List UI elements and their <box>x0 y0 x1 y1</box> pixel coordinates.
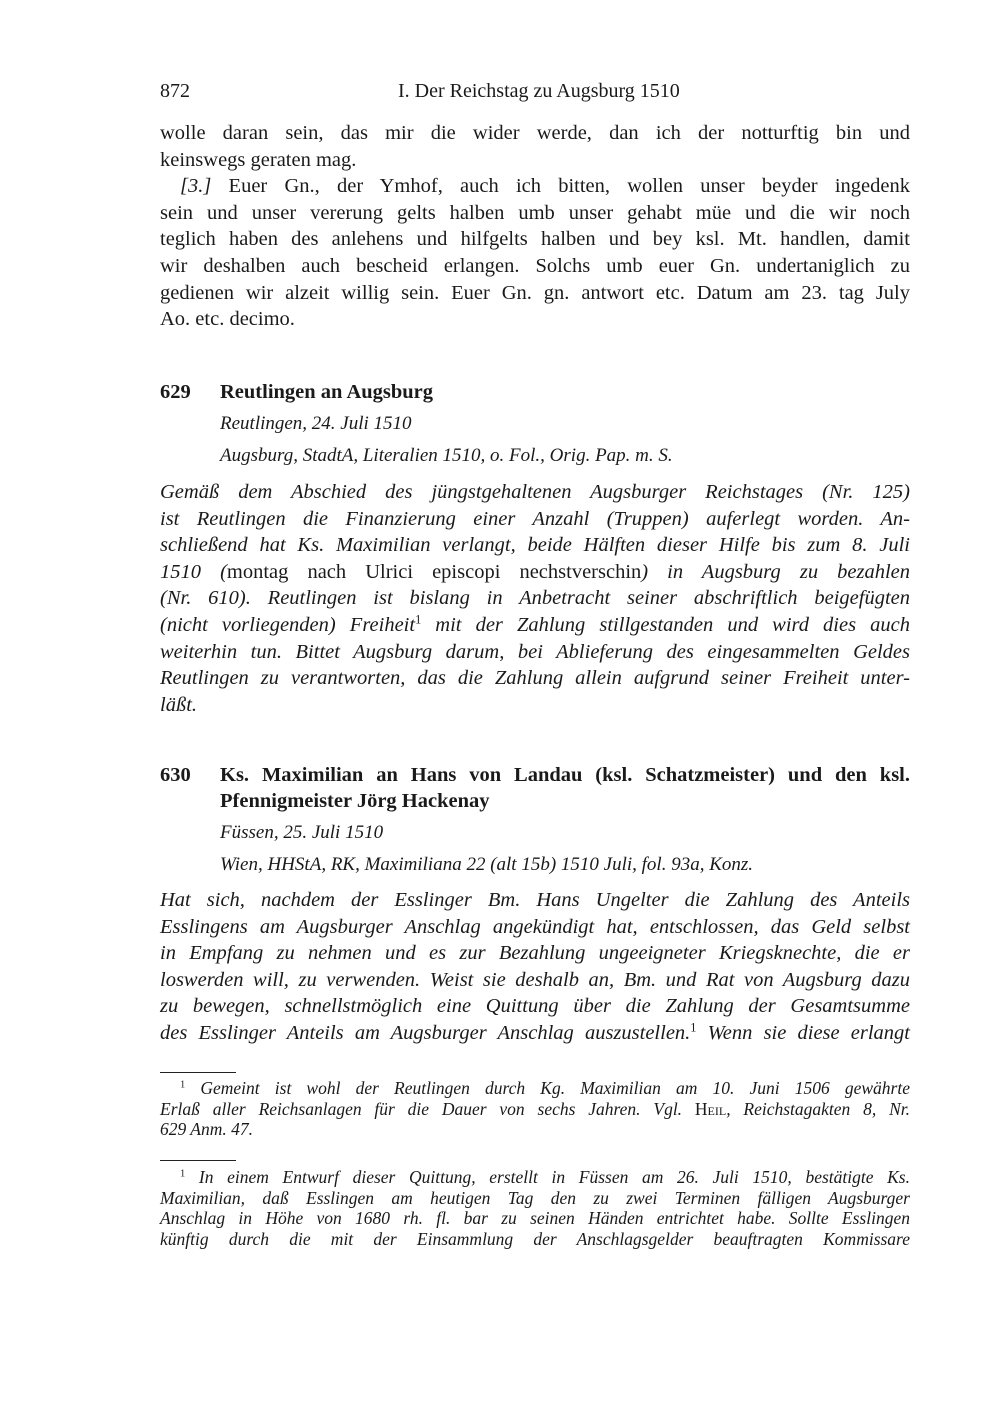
footnote-marker: 1 <box>415 612 422 627</box>
document-number: 629 <box>160 381 191 403</box>
text-segment: 1510 ( <box>160 560 227 583</box>
text-line: Reutlingen an Augsburg <box>220 381 434 403</box>
text-line <box>160 173 910 200</box>
text-line: Ao. etc. decimo. <box>160 308 295 331</box>
section-629-heading <box>160 379 910 405</box>
text-line: wolle daran sein, das mir die wider werde, dan ich der notturftig bin und <box>160 122 910 144</box>
text-line: ist Reutlingen die Finanzierung einer Anzahl (Truppen) auferlegt worden. An- <box>160 507 910 530</box>
text-segment: Gemeint ist wohl der Reutlingen durch Kg. Maximilian am 10. Juni 1506 gewährte <box>185 1078 910 1098</box>
footnote-marker: 1 <box>180 1168 186 1180</box>
text-line: wir deshalben auch bescheid erlangen. Solchs umb euer Gn. undertaniglich zu <box>160 254 910 277</box>
text-line: 629 Anm. 47. <box>160 1119 254 1139</box>
text-line: gedienen wir alzeit willig sein. Euer Gn. gn. antwort etc. Datum am 23. tag July <box>160 281 910 304</box>
text-segment: (nicht vorliegenden) Freiheit <box>160 613 416 636</box>
text-line: (Nr. 610). Reutlingen ist bislang in Anbetracht seiner abschriftlich beigefügten <box>160 587 910 610</box>
text-line: schließend hat Ks. Maximilian verlangt, beide Hälften dieser Hilfe bis zum 8. Juli <box>160 534 910 557</box>
intro-paragraph <box>160 120 910 333</box>
text-line: Reutlingen zu verantworten, das die Zahlung allein aufgrund seiner Freiheit unter- <box>160 667 910 690</box>
text-line: teglich haben des anlehens und hilfgelts halben und bey ksl. Mt. handlen, damit <box>160 228 910 251</box>
text-line: Pfennigmeister Jörg Hackenay <box>220 790 490 812</box>
page-number: 872 <box>160 80 190 102</box>
place-date: Füssen, 25. Juli 1510 <box>220 822 384 843</box>
archive-source: Wien, HHStA, RK, Maximiliana 22 (alt 15b) 1510 Juli, fol. 93a, Konz. <box>220 854 754 875</box>
text-line: künftig durch die mit der Einsammlung der Anschlagsgelder beauftragten Kommissare <box>160 1228 910 1249</box>
text-segment: Euer Gn., der Ymhof, auch ich bitten, wollen unser beyder ingedenk <box>211 175 910 198</box>
text-line <box>160 1020 910 1047</box>
section-630-heading <box>160 762 910 814</box>
text-line <box>160 1099 910 1120</box>
text-line: Ks. Maximilian an Hans von Landau (ksl. Schatzmeister) und den ksl. <box>220 764 910 786</box>
text-line: Anschlag in Höhe von 1680 rh. fl. bar zu seinen Händen entrichtet habe. Sollte Esslingen <box>160 1208 910 1228</box>
text-segment: Heil <box>694 1098 727 1119</box>
text-segment: ) in Augsburg zu bezahlen <box>641 560 910 583</box>
text-line: Esslingens am Augsburger Anschlag angekündigt hat, entschlossen, das Geld selbst <box>160 915 910 938</box>
text-segment: Erlaß aller Reichsanlagen für die Dauer von sechs Jahren. Vgl. <box>160 1098 695 1119</box>
section-630-summary <box>160 887 910 1047</box>
footnote-marker: 1 <box>180 1079 186 1091</box>
text-line: Maximilian, daß Esslingen am heutigen Tag den zu zwei Terminen fälligen Augsburger <box>160 1187 910 1208</box>
document-number: 630 <box>160 764 191 786</box>
text-segment: , Reichstagakten 8, Nr. <box>726 1098 910 1119</box>
text-segment: montag nach Ulrici episcopi nechstverschin <box>226 560 642 583</box>
document-title <box>220 762 910 814</box>
footnote-1 <box>160 1078 910 1140</box>
archive-source: Augsburg, StadtA, Literalien 1510, o. Fol., Orig. Pap. m. S. <box>220 445 673 466</box>
footnote-marker: 1 <box>690 1020 697 1035</box>
section-629-summary <box>160 479 910 718</box>
text-segment: In einem Entwurf dieser Quittung, erstellt in Füssen am 26. Juli 1510, bestätigte Ks. <box>185 1167 910 1187</box>
text-line: loswerden will, zu verwenden. Weist sie deshalb an, Bm. und Rat von Augsburg dazu <box>160 968 910 991</box>
place-date: Reutlingen, 24. Juli 1510 <box>220 413 412 434</box>
text-line: sein und unser vererung gelts halben umb unser gehabt müe und die wir noch <box>160 201 910 224</box>
footnote-rule <box>160 1072 236 1073</box>
text-segment: Wenn sie diese erlangt <box>696 1021 910 1044</box>
text-line <box>160 1078 910 1099</box>
text-line <box>160 612 910 639</box>
text-line <box>160 559 910 586</box>
text-line: Hat sich, nachdem der Esslinger Bm. Hans Ungelter die Zahlung des Anteils <box>160 889 910 911</box>
text-line: läßt. <box>160 693 198 716</box>
running-title: I. Der Reichstag zu Augsburg 1510 <box>398 80 680 102</box>
text-line <box>160 1167 910 1188</box>
text-line: keinswegs geraten mag. <box>160 148 357 171</box>
text-segment: [3.] <box>180 175 212 198</box>
text-line: weiterhin tun. Bittet Augsburg darum, bei Ablieferung des eingesammelten Geldes <box>160 640 910 663</box>
text-line: Gemäß dem Abschied des jüngstgehaltenen Augsburger Reichstages (Nr. 125) <box>160 481 910 503</box>
text-segment: mit der Zahlung stillgestanden und wird dies auch <box>421 613 910 636</box>
text-segment: des Esslinger Anteils am Augsburger Anschlag auszustellen. <box>160 1021 691 1044</box>
footnote-rule <box>160 1160 236 1161</box>
footnote-2 <box>160 1167 910 1249</box>
document-title <box>220 379 910 405</box>
text-line: in Empfang zu nehmen und es zur Bezahlung ungeeigneter Kriegsknechte, die er <box>160 942 910 965</box>
text-line: zu bewegen, schnellstmöglich eine Quittung über die Zahlung der Gesamtsumme <box>160 995 910 1018</box>
